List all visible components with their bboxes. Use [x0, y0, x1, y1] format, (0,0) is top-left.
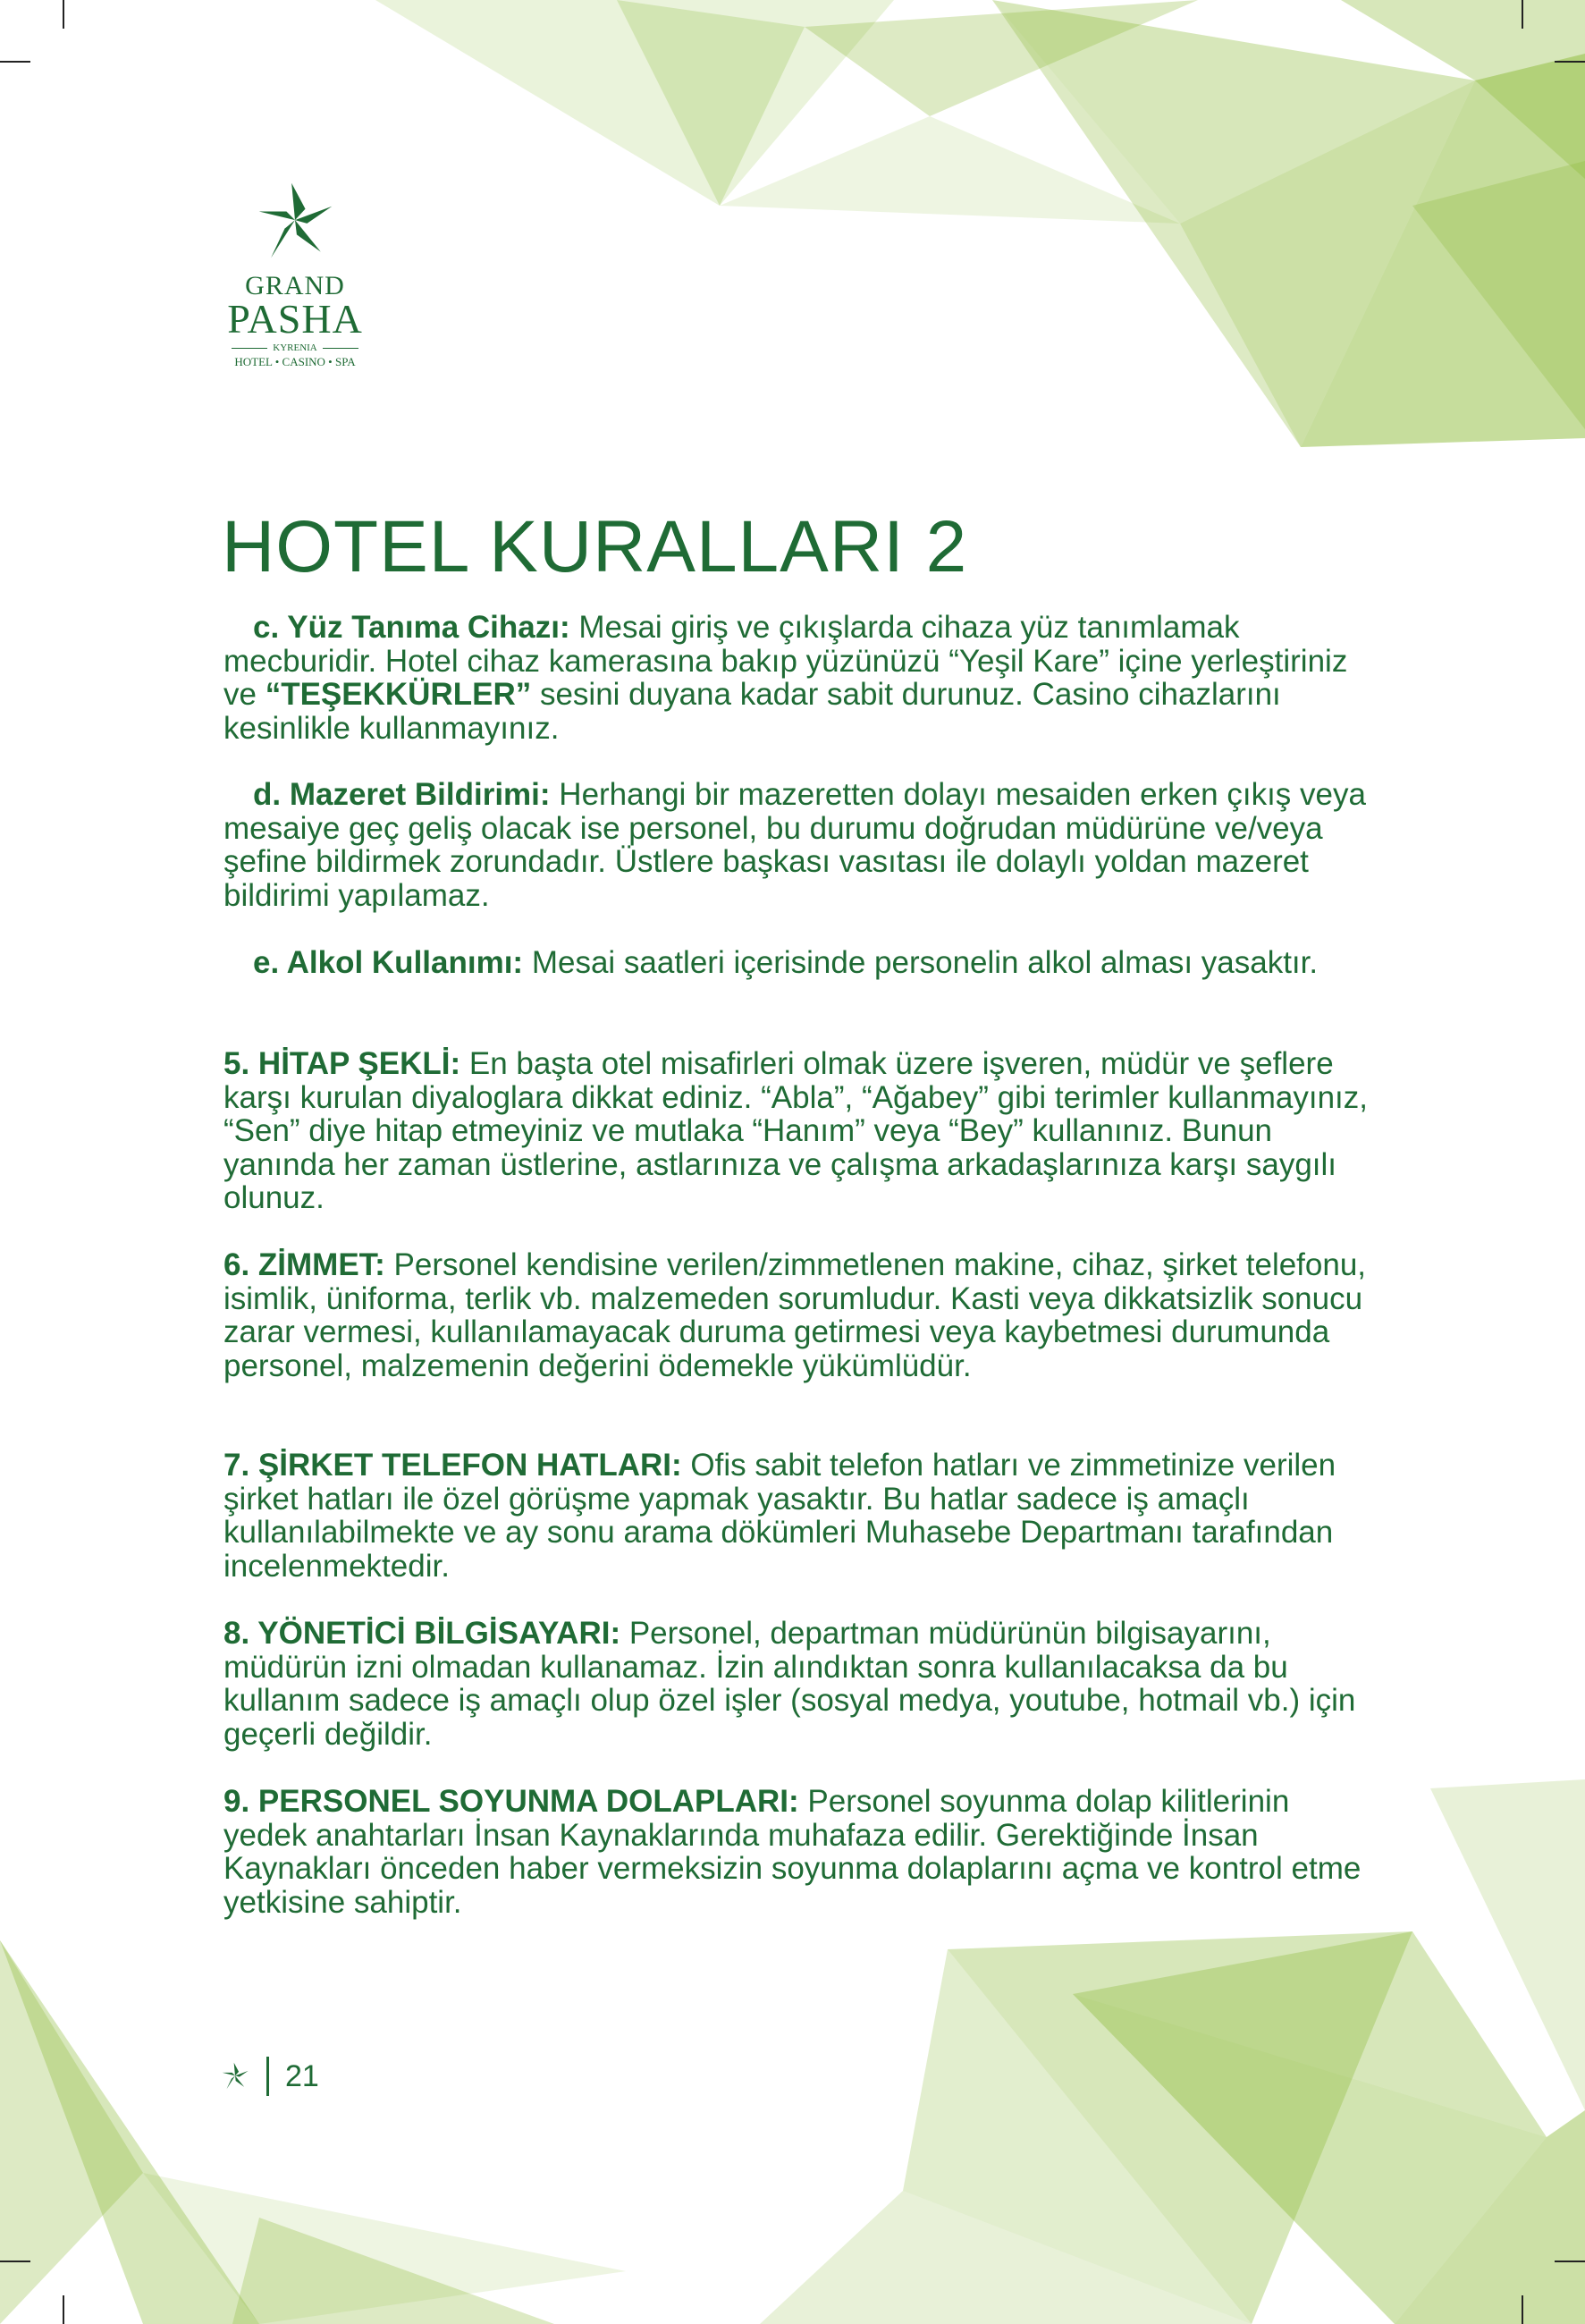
- crop-mark: [0, 2261, 30, 2262]
- divider: [266, 2057, 269, 2096]
- crop-mark: [1522, 2295, 1523, 2324]
- crop-mark: [1522, 0, 1523, 29]
- paragraph-dolaplar: 9. PERSONEL SOYUNMA DOLAPLARI: Personel soyunma dolap kilitlerinin yedek anahtarları İnsan Kaynaklarında muhafaza edilir. Gerektiğinde İnsan Kaynakları önceden haber vermeksizin soyunma dolaplarını açma ve kontrol etme yetkisine sahiptir.: [223, 1784, 1362, 1920]
- paragraph-alkol: e. Alkol Kullanımı: Mesai saatleri içerisinde personelin alkol alması yasaktır.: [253, 945, 1319, 980]
- crop-mark: [0, 61, 30, 63]
- crop-mark: [63, 2295, 64, 2324]
- logo-pasha: PASHA: [227, 296, 363, 342]
- star-icon: [220, 2061, 250, 2092]
- paragraph-zimmet: 6. ZİMMET: Personel kendisine verilen/zimmetlenen makine, cihaz, şirket telefonu, isimlik, üniforma, terlik vb. malzemeden sorumludur. Kasti veya dikkatsizlik sonucu zarar vermesi, kullanılamayacak duruma getirmesi veya kaybetmesi durumunda personel, malzemenin değerini ödemekle yükümlüdür.: [223, 1247, 1367, 1383]
- crop-mark: [63, 0, 64, 29]
- paragraph-mazeret: d. Mazeret Bildirimi: Herhangi bir mazeretten dolayı mesaiden erken çıkış veya mesaiye geç geliş olacak ise personel, bu durumu doğrudan müdürüne ve/veya şefine bildirmek zorundadır. Üstlere başkası vasıtası ile dolaylı yoldan mazeret bildirimi yapılamaz.: [223, 777, 1366, 913]
- crop-mark: [1555, 2261, 1585, 2262]
- star-icon: [250, 179, 340, 265]
- page-title: HOTEL KURALLARI 2: [222, 506, 968, 587]
- logo-grand: GRAND: [245, 271, 345, 300]
- grand-pasha-logo: [215, 179, 375, 369]
- logo-kyrenia: KYRENIA: [273, 342, 317, 353]
- paragraph-telefon: 7. ŞİRKET TELEFON HATLARI: Ofis sabit telefon hatları ve zimmetinize verilen şirket hatları ile özel görüşme yapmak yasaktır. Bu hatlar sadece iş amaçlı kullanılabilmekte ve ay sonu arama dökümleri Muhasebe Departmanı tarafından incelenmektedir.: [223, 1448, 1336, 1584]
- paragraph-bilgisayar: 8. YÖNETİCİ BİLGİSAYARI: Personel, departman müdürünün bilgisayarını, müdürün izni olmadan kullanamaz. İzin alındıktan sonra kullanılacaksa da bu kullanım sadece iş amaçlı olup özel işler (sosyal medya, youtube, hotmail vb.) için geçerli değildir.: [223, 1616, 1356, 1752]
- crop-mark: [1555, 61, 1585, 63]
- logo-tagline: HOTEL • CASINO • SPA: [234, 355, 356, 368]
- page-number: 21: [285, 2058, 319, 2093]
- paragraph-hitap: 5. HİTAP ŞEKLİ: En başta otel misafirleri olmak üzere işveren, müdür ve şeflere karşı kurulan diyaloglara dikkat ediniz. “Abla”, “Ağabey” gibi terimler kullanmayınız, “Sen” diye hitap etmeyiniz ve mutlaka “Hanım” veya “Bey” kullanınız. Bunun yanında her zaman üstlerine, astlarınıza ve çalışma arkadaşlarınıza karşı saygılı olunuz.: [223, 1046, 1368, 1216]
- paragraph-yuz-tanima: c. Yüz Tanıma Cihazı: Mesai giriş ve çıkışlarda cihaza yüz tanımlamak mecburidir. Hotel cihaz kamerasına bakıp yüzünüzü “Yeşil Kare” içine yerleştiriniz ve “TEŞEKKÜRLER” sesini duyana kadar sabit durunuz. Casino cihazlarını kesinlikle kullanmayınız.: [223, 610, 1348, 746]
- page-footer: [220, 2057, 319, 2096]
